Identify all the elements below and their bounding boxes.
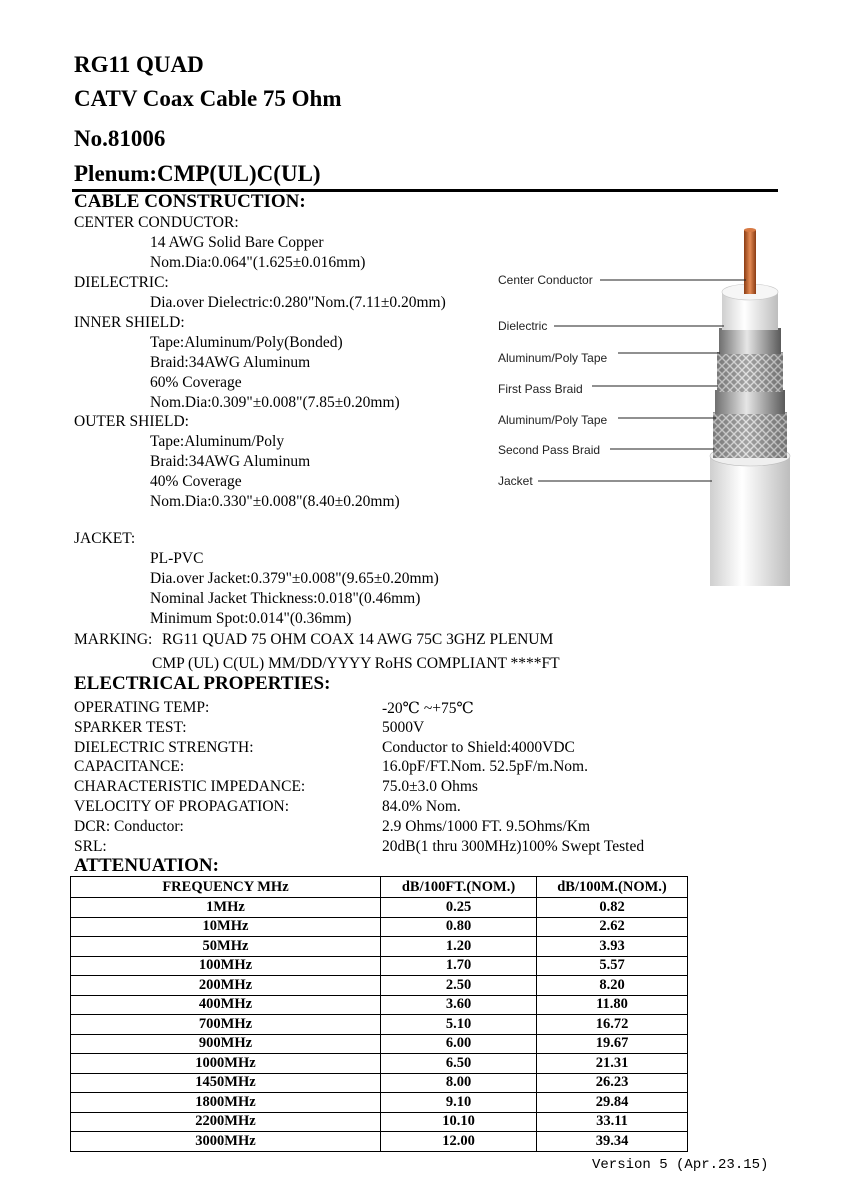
electrical-heading: ELECTRICAL PROPERTIES:: [74, 673, 331, 694]
db-100m-cell: 16.72: [537, 1015, 688, 1035]
outer-shield-tape: Tape:Aluminum/Poly: [150, 433, 285, 450]
second-tape-layer: [715, 390, 785, 414]
frequency-cell: 700MHz: [71, 1015, 381, 1035]
header-db-per-100m: dB/100M.(NOM.): [537, 877, 688, 898]
label-aluminum-poly-tape-2: Aluminum/Poly Tape: [498, 413, 608, 427]
center-conductor-spec: 14 AWG Solid Bare Copper: [150, 234, 324, 251]
electrical-key: SRL:: [74, 837, 107, 855]
frequency-cell: 400MHz: [71, 995, 381, 1015]
db-100m-cell: 11.80: [537, 995, 688, 1015]
electrical-key: CHARACTERISTIC IMPEDANCE:: [74, 778, 306, 796]
db-100m-cell: 39.34: [537, 1132, 688, 1152]
db-100ft-cell: 9.10: [381, 1093, 537, 1113]
db-100ft-cell: 0.80: [381, 917, 537, 937]
db-100ft-cell: 1.70: [381, 956, 537, 976]
inner-shield-dia: Nom.Dia:0.309"±0.008"(7.85±0.20mm): [150, 394, 400, 411]
label-dielectric: Dielectric: [498, 319, 548, 333]
center-conductor-wire: [744, 228, 756, 294]
electrical-key: DCR: Conductor:: [74, 817, 184, 835]
dielectric-dia: Dia.over Dielectric:0.280"Nom.(7.11±0.20mm): [150, 294, 446, 311]
db-100m-cell: 8.20: [537, 976, 688, 996]
frequency-cell: 2200MHz: [71, 1112, 381, 1132]
outer-shield-coverage: 40% Coverage: [150, 473, 242, 490]
db-100m-cell: 3.93: [537, 937, 688, 957]
db-100ft-cell: 6.50: [381, 1054, 537, 1074]
table-row: [71, 1015, 688, 1035]
jacket-min-spot: Minimum Spot:0.014"(0.36mm): [150, 610, 352, 627]
frequency-cell: 1000MHz: [71, 1054, 381, 1074]
electrical-value: 16.0pF/FT.Nom. 52.5pF/m.Nom.: [382, 758, 588, 776]
electrical-key: SPARKER TEST:: [74, 718, 187, 736]
electrical-value: 5000V: [382, 718, 425, 736]
db-100ft-cell: 3.60: [381, 995, 537, 1015]
db-100ft-cell: 0.25: [381, 898, 537, 918]
outer-shield-label: OUTER SHIELD:: [74, 413, 189, 430]
frequency-cell: 10MHz: [71, 917, 381, 937]
table-row: [71, 1132, 688, 1152]
table-row: [71, 1034, 688, 1054]
product-number: No.81006: [74, 126, 166, 151]
product-title: RG11 QUAD: [74, 52, 204, 77]
table-row: [71, 1073, 688, 1093]
db-100m-cell: 29.84: [537, 1093, 688, 1113]
table-row: [71, 917, 688, 937]
product-subtitle: CATV Coax Cable 75 Ohm: [74, 86, 342, 111]
outer-shield-braid: Braid:34AWG Aluminum: [150, 453, 311, 470]
table-row: [71, 937, 688, 957]
db-100ft-cell: 6.00: [381, 1034, 537, 1054]
label-first-pass-braid: First Pass Braid: [498, 382, 583, 396]
attenuation-table: [70, 876, 688, 1152]
header-db-per-100ft: dB/100FT.(NOM.): [381, 877, 537, 898]
inner-shield-tape: Tape:Aluminum/Poly(Bonded): [150, 334, 343, 351]
frequency-cell: 3000MHz: [71, 1132, 381, 1152]
inner-shield-braid: Braid:34AWG Aluminum: [150, 354, 311, 371]
frequency-cell: 200MHz: [71, 976, 381, 996]
db-100ft-cell: 10.10: [381, 1112, 537, 1132]
jacket-label: JACKET:: [74, 530, 136, 547]
first-braid-layer: [717, 352, 783, 392]
plenum-rating: Plenum:CMP(UL)C(UL): [74, 161, 321, 186]
electrical-key: OPERATING TEMP:: [74, 699, 210, 716]
label-center-conductor: Center Conductor: [498, 273, 593, 287]
electrical-key: DIELECTRIC STRENGTH:: [74, 738, 254, 756]
marking-line1: RG11 QUAD 75 OHM COAX 14 AWG 75C 3GHZ PLENUM: [162, 631, 554, 648]
db-100m-cell: 2.62: [537, 917, 688, 937]
frequency-cell: 100MHz: [71, 956, 381, 976]
table-header-row: [71, 877, 688, 898]
marking-label: MARKING:: [74, 631, 153, 648]
center-conductor-label: CENTER CONDUCTOR:: [74, 214, 239, 231]
electrical-value: 75.0±3.0 Ohms: [382, 778, 478, 796]
cable-cross-section-diagram: [494, 226, 794, 586]
electrical-value: 20dB(1 thru 300MHz)100% Swept Tested: [382, 837, 645, 855]
electrical-value: 84.0% Nom.: [382, 798, 461, 815]
label-second-pass-braid: Second Pass Braid: [498, 443, 601, 457]
db-100m-cell: 5.57: [537, 956, 688, 976]
version-note: Version 5 (Apr.23.15): [592, 1157, 769, 1173]
label-jacket: Jacket: [498, 474, 533, 488]
electrical-value: 2.9 Ohms/1000 FT. 9.5Ohms/Km: [382, 817, 591, 835]
attenuation-heading: ATTENUATION:: [74, 855, 219, 876]
table-row: [71, 995, 688, 1015]
db-100ft-cell: 1.20: [381, 937, 537, 957]
second-braid-layer: [713, 412, 787, 458]
first-tape-layer: [719, 328, 781, 354]
electrical-key: VELOCITY OF PROPAGATION:: [74, 798, 290, 815]
inner-shield-coverage: 60% Coverage: [150, 374, 242, 391]
db-100m-cell: 19.67: [537, 1034, 688, 1054]
table-row: [71, 956, 688, 976]
db-100ft-cell: 2.50: [381, 976, 537, 996]
table-row: [71, 976, 688, 996]
frequency-cell: 1800MHz: [71, 1093, 381, 1113]
db-100m-cell: 33.11: [537, 1112, 688, 1132]
frequency-cell: 1450MHz: [71, 1073, 381, 1093]
inner-shield-label: INNER SHIELD:: [74, 314, 185, 331]
dielectric-label: DIELECTRIC:: [74, 274, 169, 291]
db-100m-cell: 21.31: [537, 1054, 688, 1074]
db-100ft-cell: 5.10: [381, 1015, 537, 1035]
jacket-material: PL-PVC: [150, 550, 204, 567]
jacket-layer: [710, 446, 790, 586]
jacket-dia: Dia.over Jacket:0.379"±0.008"(9.65±0.20mm): [150, 570, 439, 587]
db-100ft-cell: 12.00: [381, 1132, 537, 1152]
frequency-cell: 900MHz: [71, 1034, 381, 1054]
table-row: [71, 1112, 688, 1132]
electrical-value: Conductor to Shield:4000VDC: [382, 738, 575, 756]
construction-heading: CABLE CONSTRUCTION:: [74, 191, 306, 212]
marking-line2: CMP (UL) C(UL) MM/DD/YYYY RoHS COMPLIANT ****FT: [152, 655, 560, 672]
table-row: [71, 1093, 688, 1113]
frequency-cell: 1MHz: [71, 898, 381, 918]
db-100m-cell: 26.23: [537, 1073, 688, 1093]
label-aluminum-poly-tape-1: Aluminum/Poly Tape: [498, 351, 608, 365]
center-conductor-dia: Nom.Dia:0.064"(1.625±0.016mm): [150, 254, 366, 271]
jacket-thickness: Nominal Jacket Thickness:0.018"(0.46mm): [150, 590, 421, 607]
header-frequency: FREQUENCY MHz: [71, 877, 381, 898]
table-row: [71, 1054, 688, 1074]
electrical-key: CAPACITANCE:: [74, 758, 185, 776]
db-100m-cell: 0.82: [537, 898, 688, 918]
electrical-value: -20℃ ~+75℃: [382, 700, 474, 717]
frequency-cell: 50MHz: [71, 937, 381, 957]
db-100ft-cell: 8.00: [381, 1073, 537, 1093]
table-row: [71, 898, 688, 918]
outer-shield-dia: Nom.Dia:0.330"±0.008"(8.40±0.20mm): [150, 493, 400, 510]
